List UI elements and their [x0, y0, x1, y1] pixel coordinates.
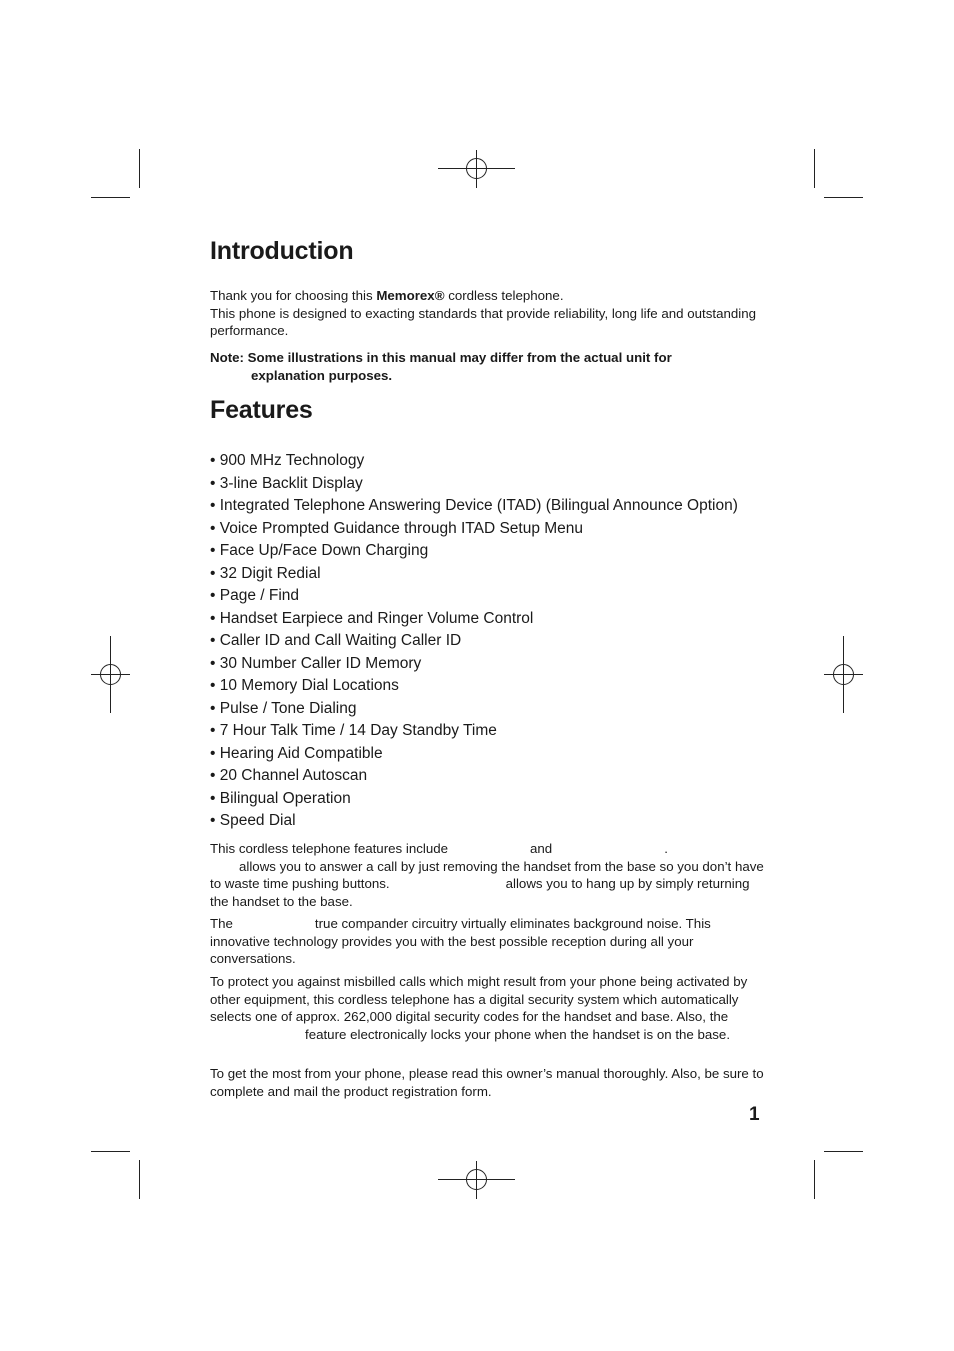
list-item: • Caller ID and Call Waiting Caller ID [210, 630, 738, 653]
intro-paragraph: Thank you for choosing this Memorex® cordless telephone. This phone is designed to exacting standards that provide reliability, long life and outstanding performance. [210, 288, 757, 338]
crop-mark [824, 197, 863, 198]
list-item: • 30 Number Caller ID Memory [210, 653, 738, 676]
crop-mark [139, 1160, 140, 1199]
list-item: • Speed Dial [210, 810, 738, 833]
crop-mark [91, 197, 130, 198]
list-item: • Page / Find [210, 585, 738, 608]
paragraph-closing: To get the most from your phone, please read this owner’s manual thoroughly. Also, be sure to complete and mail the product registration form. [210, 1066, 764, 1099]
list-item: • 10 Memory Dial Locations [210, 675, 738, 698]
features-list [210, 450, 738, 833]
page-number: 1 [749, 1104, 760, 1125]
crop-mark [139, 149, 140, 188]
list-item: • 7 Hour Talk Time / 14 Day Standby Time [210, 720, 738, 743]
crop-mark [814, 149, 815, 188]
list-item: • 900 MHz Technology [210, 450, 738, 473]
introduction-heading: Introduction [210, 237, 354, 265]
note-text: Note: Some illustrations in this manual may differ from the actual unit for explanation purposes. [210, 350, 672, 383]
paragraph-compander: The true compander circuitry virtually eliminates background noise. This innovative technology provides you with the best possible reception during all your conversations. [210, 916, 711, 966]
list-item: • Pulse / Tone Dialing [210, 698, 738, 721]
paragraph-security: To protect you against misbilled calls which might result from your phone being activated by other equipment, this cordless telephone has a digital security system which automatically selects one of approx. 262,000 digital security codes for the handset and base. Also, thefeature electronically locks your phone when the handset is on the base. [210, 974, 748, 1042]
list-item: • Voice Prompted Guidance through ITAD Setup Menu [210, 518, 738, 541]
list-item: • Integrated Telephone Answering Device (ITAD) (Bilingual Announce Option) [210, 495, 738, 518]
list-item: • 3-line Backlit Display [210, 473, 738, 496]
paragraph-features-info: This cordless telephone features include and . allows you to answer a call by just removing the handset from the base so you don’t have to waste time pushing buttons. allows you to hang up by simply returning the handset to the base. [210, 841, 764, 909]
list-item: • Handset Earpiece and Ringer Volume Control [210, 608, 738, 631]
list-item: • Hearing Aid Compatible [210, 743, 738, 766]
list-item: • 32 Digit Redial [210, 563, 738, 586]
crop-mark [824, 1151, 863, 1152]
crop-mark [814, 1160, 815, 1199]
crop-mark [91, 1151, 130, 1152]
list-item: • Face Up/Face Down Charging [210, 540, 738, 563]
list-item: • 20 Channel Autoscan [210, 765, 738, 788]
list-item: • Bilingual Operation [210, 788, 738, 811]
features-heading: Features [210, 396, 313, 424]
brand-name: Memorex® [376, 288, 445, 303]
